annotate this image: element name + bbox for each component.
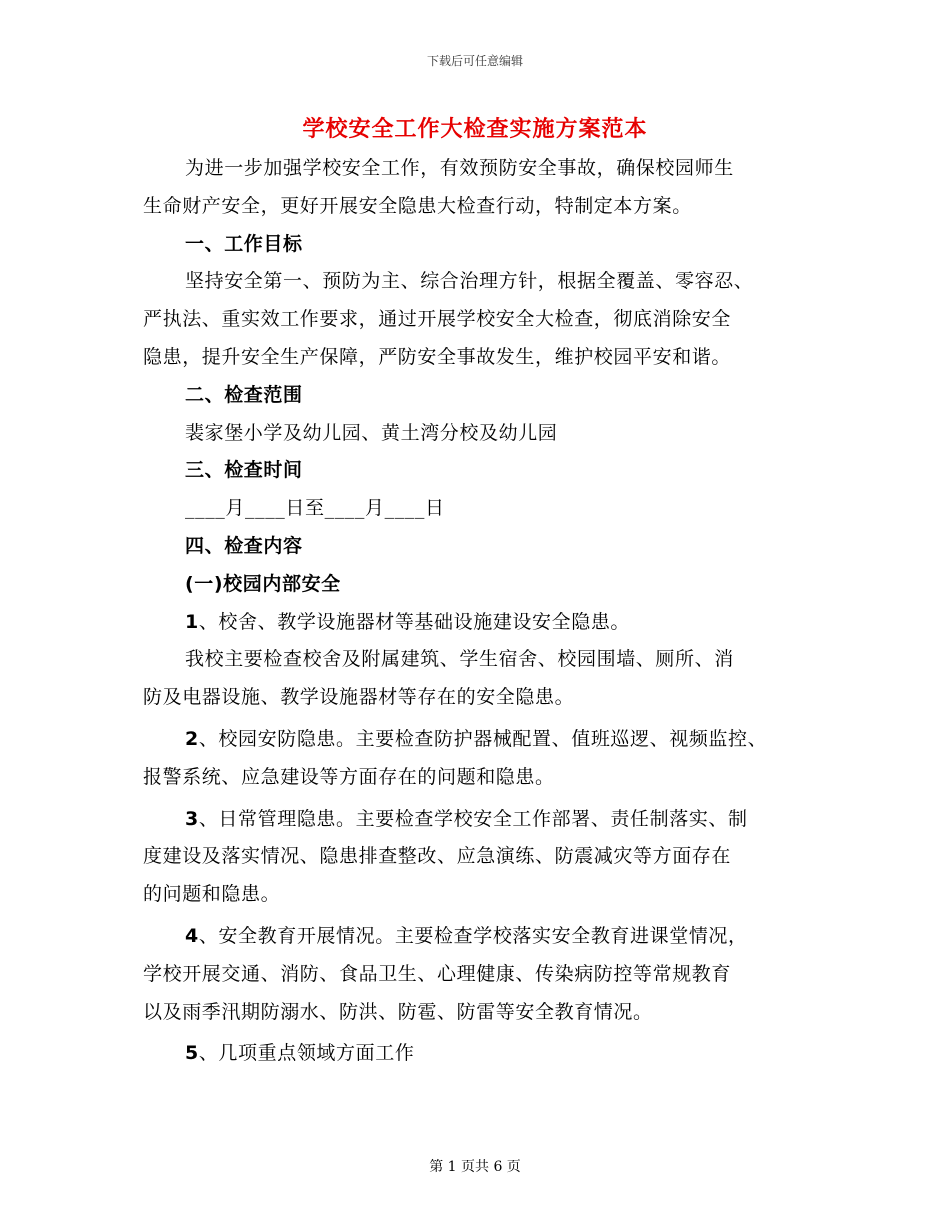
item1-number: 1	[185, 610, 199, 633]
item2-number: 2	[185, 727, 199, 750]
item5-text: 、几项重点领域方面工作	[198, 1042, 415, 1065]
page-number: 第 1 页共 6 页	[429, 1159, 521, 1175]
item3-first-text: 、日常管理隐患。主要检查学校安全工作部署、责任制落实、制	[198, 807, 748, 830]
section3-heading: 三、检查时间	[185, 459, 303, 482]
section4-subheading: (一)校园内部安全	[185, 572, 341, 595]
section3-text: ____月____日至____月____日	[185, 497, 445, 520]
item4-line-2: 以及雨季汛期防溺水、防洪、防雹、防雷等安全教育情况。	[143, 1000, 653, 1023]
section1-heading: 一、工作目标	[185, 232, 303, 255]
item3-line-1: 度建设及落实情况、隐患排查整改、应急演练、防震减灾等方面存在	[143, 845, 732, 868]
header-note: 下载后可任意编辑	[426, 54, 523, 68]
item2-first-text: 、校园安防隐患。主要检查防护器械配置、值班巡逻、视频监控、	[198, 727, 768, 750]
item2-line-1: 报警系统、应急建设等方面存在的问题和隐患。	[143, 765, 555, 788]
section1-line-1: 坚持安全第一、预防为主、综合治理方针，根据全覆盖、零容忍、	[185, 270, 754, 293]
item3-number: 3	[185, 807, 199, 830]
section2-text: 裴家堡小学及幼儿园、黄土湾分校及幼儿园	[185, 421, 558, 444]
item5-line	[143, 1035, 833, 1073]
item3-line-2: 的问题和隐患。	[143, 883, 281, 906]
item4-first-text: 、安全教育开展情况。主要检查学校落实安全教育进课堂情况，	[198, 924, 748, 947]
document-body	[143, 150, 833, 1073]
item4-first-line	[143, 918, 833, 956]
section4-heading: 四、检查内容	[185, 534, 303, 557]
item4-line-1: 学校开展交通、消防、食品卫生、心理健康、传染病防控等常规教育	[143, 962, 732, 985]
item1-text: 、校舍、教学设施器材等基础设施建设安全隐患。	[198, 610, 631, 633]
section1-line-2: 严执法、重实效工作要求，通过开展学校安全大检查，彻底消除安全	[143, 308, 732, 331]
item5-number: 5	[185, 1042, 199, 1065]
item3-first-line	[143, 801, 833, 839]
section1-line-3: 隐患，提升安全生产保障，严防安全事故发生，维护校园平安和谐。	[143, 345, 732, 368]
item4-number: 4	[185, 924, 199, 947]
item2-first-line	[143, 721, 833, 759]
item1-line-1: 我校主要检查校舍及附属建筑、学生宿舍、校园围墙、厕所、消	[185, 648, 734, 671]
item1-title	[143, 604, 833, 642]
section2-heading: 二、检查范围	[185, 383, 303, 406]
item1-line-2: 防及电器设施、教学设施器材等存在的安全隐患。	[143, 686, 575, 709]
intro-line-2: 生命财产安全，更好开展安全隐患大检查行动，特制定本方案。	[143, 194, 692, 217]
intro-line-1: 为进一步加强学校安全工作，有效预防安全事故，确保校园师生	[185, 157, 734, 179]
document-title: 学校安全工作大检查实施方案范本	[302, 116, 648, 142]
